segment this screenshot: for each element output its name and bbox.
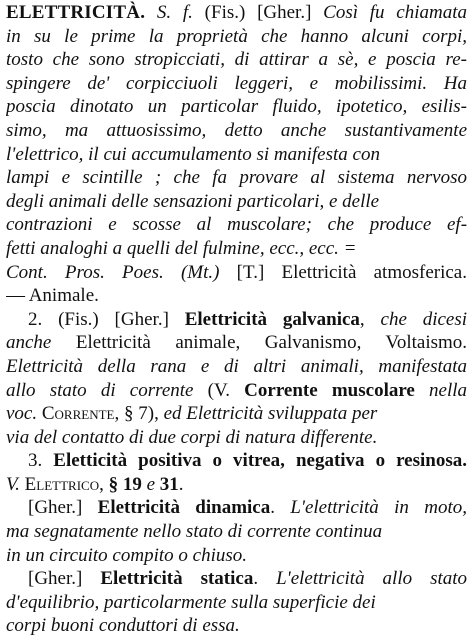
text-run: ,	[359, 308, 381, 330]
bold-term: 31	[159, 473, 179, 495]
text-run: (V.	[193, 379, 245, 401]
italic-text: Così fu chiamata	[323, 2, 467, 23]
italic-text: fetti analoghi a quelli del fulmine, ecc., ecc. =	[6, 237, 357, 259]
bold-term: § 19	[108, 473, 142, 495]
bold-term: Corrente muscolare	[244, 379, 415, 401]
italic-text: ma segnatamente nello stato di corrente continua	[6, 521, 383, 543]
italic-text: Cont. Pros. Poes. (Mt.)	[6, 261, 220, 283]
dictionary-entry-elettricita	[6, 1, 467, 638]
entry-line	[6, 331, 467, 355]
italic-text: voc.	[6, 403, 38, 425]
italic-text: d'equilibrio, particolarmente sulla superficie dei	[6, 591, 376, 613]
entry-line	[6, 308, 467, 332]
italic-text: degli animali delle sensazioni particolari, e delle	[6, 190, 380, 212]
entry-line	[6, 72, 467, 96]
bold-term: Eletticità positiva o vitrea, negativa o resinosa.	[53, 450, 467, 472]
italic-text: tosto che sono stropicciati, di attirar a sè, e poscia re-	[6, 49, 467, 71]
italic-text: allo stato di corrente	[6, 379, 194, 401]
entry-line	[6, 544, 467, 568]
entry-line	[6, 1, 467, 25]
entry-line	[6, 426, 467, 450]
text-run: [Gher.]	[28, 497, 98, 519]
entry-line	[6, 496, 467, 520]
italic-text: V.	[6, 473, 20, 495]
italic-text: L'elettricità allo stato	[276, 568, 467, 590]
text-run	[145, 2, 157, 23]
entry-line	[6, 402, 467, 426]
entry-headword: ELETTRICITÀ.	[6, 2, 146, 23]
text-run: 3.	[28, 450, 54, 472]
italic-text: S. f.	[156, 2, 193, 23]
italic-text: simo, ma attuosissimo, detto anche sustantivamente	[6, 119, 467, 141]
italic-text: Elettricità della rana e di altri animali, manifestata	[6, 355, 467, 377]
text-run: .	[178, 473, 184, 495]
italic-text: in un circuito compito o chiuso.	[6, 544, 247, 566]
entry-line	[6, 473, 467, 497]
text-run: 2. (Fis.) [Gher.]	[28, 308, 185, 330]
bold-term: Elettricità galvanica	[184, 308, 360, 330]
italic-text: spingere de' corpicciuoli leggeri, e mobilissimi. Ha	[6, 72, 467, 94]
text-run	[415, 380, 429, 401]
entry-line	[6, 190, 467, 214]
cross-reference: Corrente	[41, 403, 115, 425]
entry-line	[6, 520, 467, 544]
text-run: , § 7),	[114, 403, 164, 425]
bold-term: Elettricità dinamica	[97, 497, 271, 519]
italic-text: corpi buoni conduttori di essa.	[6, 615, 240, 637]
entry-line	[6, 166, 467, 190]
italic-text: e	[146, 473, 156, 495]
italic-text: contrazioni e scosse al muscolare; che produce ef-	[6, 214, 467, 236]
cross-reference: Elettrico	[24, 473, 100, 495]
italic-text: l'elettrico, il cui accumulamento si manifesta con	[6, 143, 380, 165]
text-run: .	[253, 568, 277, 590]
entry-line	[6, 379, 467, 403]
entry-line	[6, 591, 467, 615]
entry-line	[6, 614, 467, 638]
entry-line	[6, 25, 467, 49]
italic-text: lampi e scintille ; che fa provare al sistema nervoso	[6, 167, 467, 189]
italic-text: L'elettricità in moto,	[290, 497, 467, 519]
italic-text: poscia dinotato un particolar fluido, ipotetico, esilis-	[6, 96, 467, 118]
italic-text: nella	[429, 379, 467, 401]
bold-term: Elettricità statica	[100, 568, 254, 590]
entry-line	[6, 143, 467, 167]
text-run: (Fis.) [Gher.]	[192, 2, 324, 23]
text-run: [Gher.]	[28, 568, 101, 590]
entry-line	[6, 237, 467, 261]
text-run: — Animale.	[6, 285, 99, 307]
entry-line	[6, 95, 467, 119]
italic-text: anche	[6, 332, 52, 354]
italic-text: via del contatto di due corpi di natura differente.	[6, 426, 378, 448]
text-run: [T.] Elettricità atmosferica.	[219, 261, 467, 283]
entry-line	[6, 261, 467, 285]
text-run: .	[270, 497, 291, 519]
text-run: Elettricità animale, Galvanismo, Voltaismo.	[51, 332, 467, 354]
entry-line	[6, 284, 467, 308]
entry-line	[6, 48, 467, 72]
entry-line	[6, 449, 467, 473]
italic-text: in su le prime la proprietà che hanno alcuni corpi,	[6, 25, 467, 47]
entry-line	[6, 119, 467, 143]
italic-text: che dicesi	[380, 308, 467, 330]
text-run: ,	[99, 473, 109, 495]
italic-text: ed Elettricità sviluppata per	[163, 403, 378, 425]
entry-line	[6, 355, 467, 379]
entry-line	[6, 567, 467, 591]
entry-line	[6, 213, 467, 237]
